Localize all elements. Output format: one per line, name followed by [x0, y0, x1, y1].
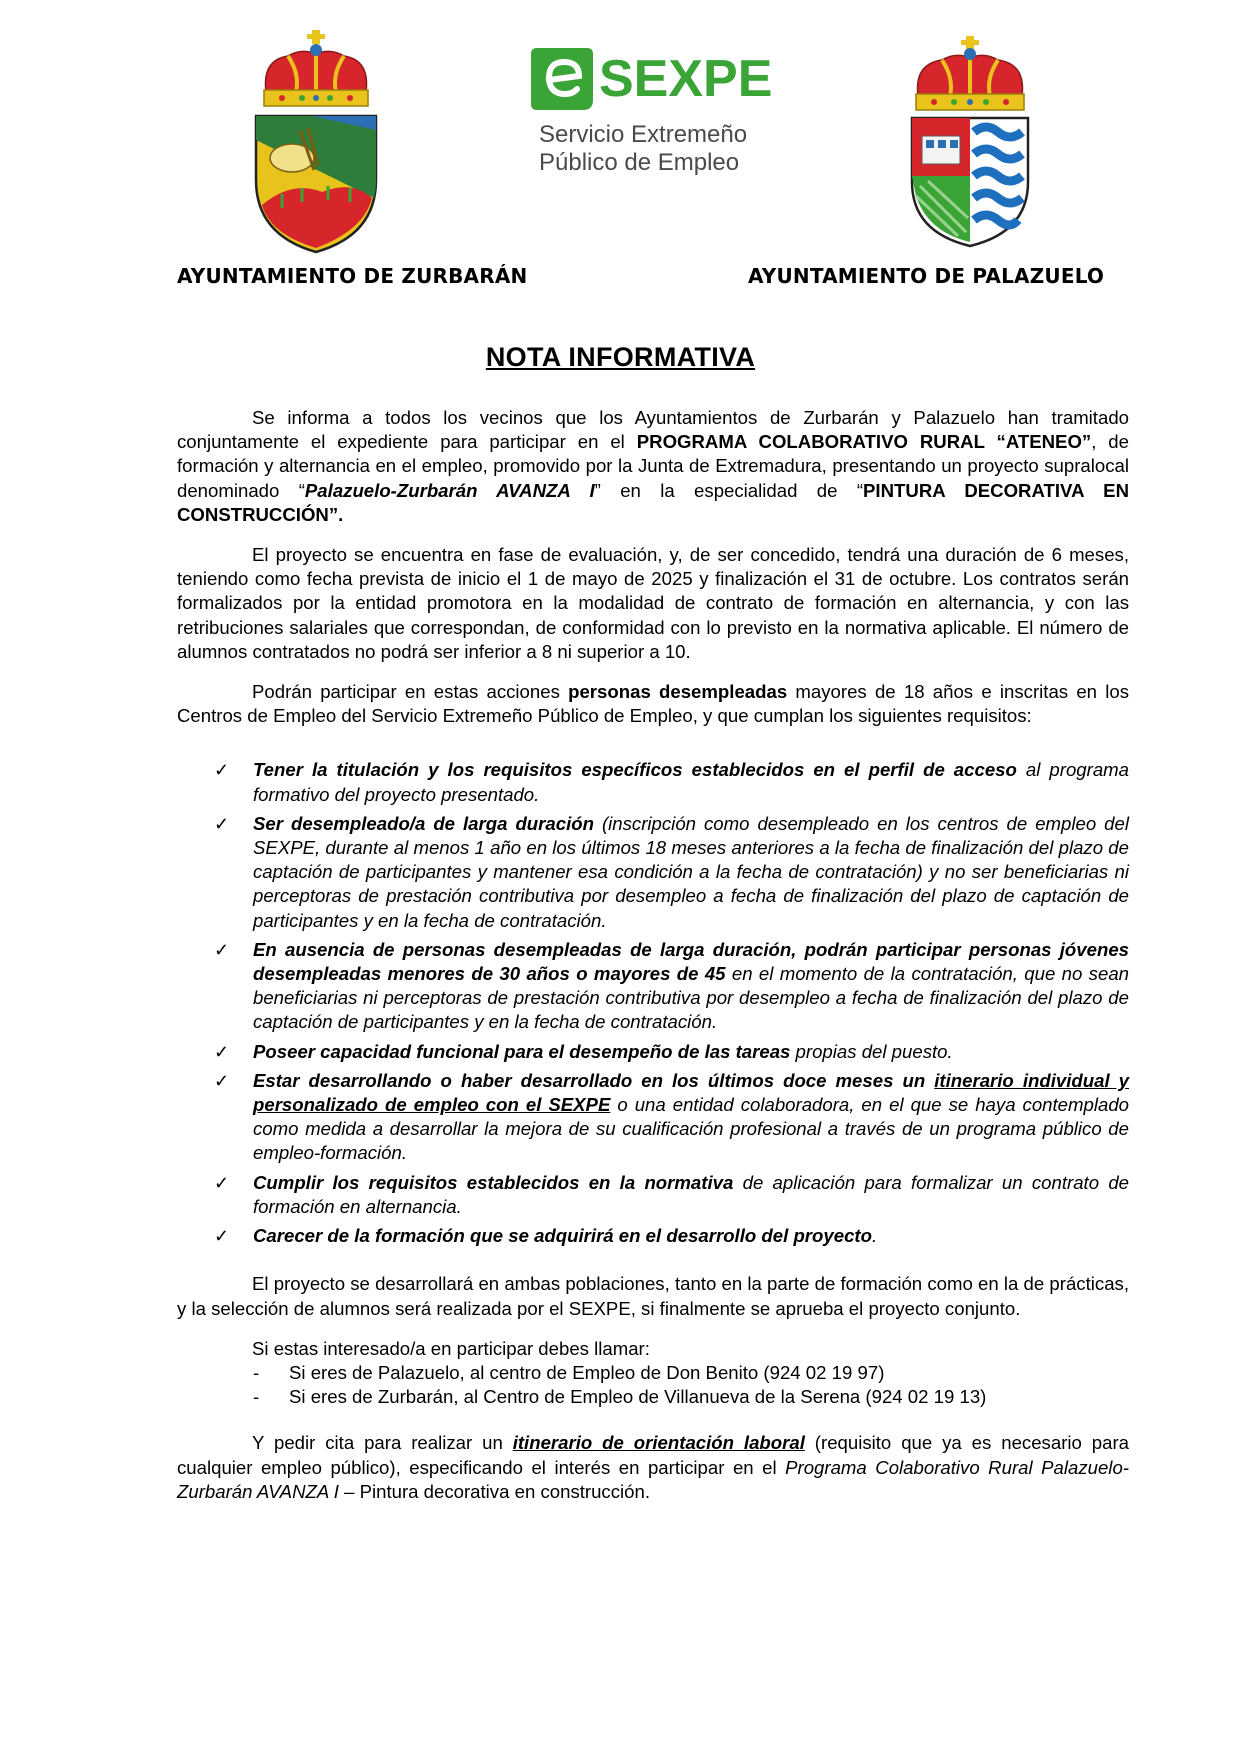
- requirement-rest: en el momento de la contratación, que no sean beneficiarias ni perceptoras de prestación contributiva por desempleo a fecha de finalización del plazo de captación de participantes y en la fecha de contratación.: [253, 963, 1129, 1033]
- requirement-bold: En ausencia de personas desempleadas de larga duración, podrán participar personas jóvenes desempleadas menores de 30 años o mayores de 45: [253, 938, 1129, 985]
- requirements-list: [177, 758, 1129, 1248]
- target-group: personas desempleadas: [568, 681, 788, 703]
- requirement-underlined: itinerario individual y personalizado de empleo con el SEXPE: [253, 1069, 1129, 1116]
- requirement-bold: Poseer capacidad funcional para el desempeño de las tareas: [253, 1040, 791, 1062]
- requirement-rest: (inscripción como desempleado en los centros de empleo del SEXPE, durante al menos 1 año en los últimos 18 meses anteriores a la fecha de finalización del plazo de captación de participantes y mantener esa condición a la fecha de contratación) y no ser beneficiarias ni perceptoras de prestación contributiva por desempleo a fecha de finalización del plazo de captación de participantes y en la fecha de contratación.: [253, 812, 1129, 931]
- paragraph-program: [177, 406, 1129, 527]
- requirement-bold: Cumplir los requisitos establecidos en la normativa: [253, 1171, 734, 1193]
- document-body: [177, 406, 1129, 1504]
- dash-bullet: -: [253, 1386, 260, 1408]
- requirement-rest: de aplicación para formalizar un contrato de formación en alternancia.: [253, 1171, 1129, 1217]
- paragraph-appointment-text-e: – Pintura decorativa en construcción.: [338, 1480, 651, 1502]
- paragraph-development: El proyecto se desarrollará en ambas poblaciones, tanto en la parte de formación como en la de prácticas, y la selección de alumnos será realizada por el SEXPE, si finalmente se aprueba el proyecto conjunto.: [177, 1273, 1129, 1319]
- paragraph-appointment-text-c: (requisito que ya es necesario para cualquier empleo público), especificando el interés en participar en el: [177, 1432, 1129, 1478]
- requirement-item: [177, 1171, 1129, 1219]
- palazuelo-municipality-label: AYUNTAMIENTO DE PALAZUELO: [748, 264, 1105, 288]
- zurbaran-municipality-label: AYUNTAMIENTO DE ZURBARÁN: [177, 264, 528, 288]
- checkmark-icon: ✓: [214, 1226, 230, 1247]
- sexpe-logo-tagline-2: Público de Empleo: [539, 149, 740, 176]
- checkmark-icon: ✓: [214, 760, 230, 781]
- contact-item: [177, 1361, 1129, 1385]
- orientation-itinerary: itinerario de orientación laboral: [512, 1432, 805, 1454]
- paragraph-evaluation: El proyecto se encuentra en fase de evaluación, y, de ser concedido, tendrá una duración de 6 meses, teniendo como fecha prevista de inicio el 1 de mayo de 2025 y finalización el 31 de octubre. Los contratos serán formalizados por la entidad promotora en la modalidad de contrato de formación en alternancia, y con las retribuciones salariales que correspondan, de conformidad con lo previsto en la normativa aplicable. El número de alumnos contratados no podrá ser inferior a 8 ni superior a 10.: [177, 544, 1129, 662]
- sexpe-logo-tagline-1: Servicio Extremeño: [539, 121, 748, 148]
- requirement-rest: o una entidad colaboradora, en el que se haya contemplado como medida a desarrollar la mejora de su cualificación profesional a través de un programa público de empleo-formación.: [253, 1094, 1130, 1164]
- requirement-rest: al programa formativo del proyecto presentado.: [253, 759, 1129, 805]
- checkmark-icon: ✓: [214, 939, 230, 960]
- sexpe-logo-mark: [525, 44, 773, 182]
- requirement-item: [177, 1069, 1129, 1166]
- document-title: NOTA INFORMATIVA: [485, 342, 756, 372]
- specialty-name: PINTURA DECORATIVA EN CONSTRUCCIÓN”.: [177, 479, 1129, 525]
- paragraph-appointment-text-a: Y pedir cita para realizar un: [252, 1432, 513, 1454]
- checkmark-icon: ✓: [214, 1070, 230, 1091]
- requirement-rest: .: [871, 1225, 878, 1247]
- contact-text: Si eres de Zurbarán, al Centro de Empleo de Villanueva de la Serena (924 02 19 13): [289, 1386, 987, 1408]
- contact-text: Si eres de Palazuelo, al centro de Empleo de Don Benito (924 02 19 97): [289, 1361, 885, 1383]
- checkmark-icon: ✓: [214, 813, 230, 834]
- paragraph-participants-text-c: mayores de 18 años e inscritas en los Centros de Empleo del Servicio Extremeño Público de Empleo, y que cumplan los siguientes requisitos:: [177, 681, 1130, 727]
- paragraph-participants-text-a: Podrán participar en estas acciones: [252, 681, 569, 703]
- requirement-item: [177, 938, 1129, 1035]
- project-name: Palazuelo-Zurbarán AVANZA I: [304, 479, 595, 501]
- requirement-bold: Estar desarrollando o haber desarrollado en los últimos doce meses un: [253, 1069, 935, 1091]
- requirement-bold: Ser desempleado/a de larga duración: [253, 812, 594, 834]
- program-name: PROGRAMA COLABORATIVO RURAL “ATENEO”: [636, 431, 1092, 453]
- requirement-item: [177, 758, 1129, 806]
- paragraph-program-text-a: Se informa a todos los vecinos que los Ayuntamientos de Zurbarán y Palazuelo han tramitado conjuntamente el expediente para participar en el: [177, 407, 1129, 453]
- contact-list: [177, 1361, 1129, 1409]
- paragraph-program-text-e: ” en la especialidad de “: [594, 479, 864, 501]
- paragraph-appointment: [177, 1431, 1129, 1504]
- contact-item: [177, 1385, 1129, 1409]
- requirement-bold: Tener la titulación y los requisitos específicos establecidos en el perfil de acceso: [253, 759, 1017, 781]
- sexpe-logo-brand: SEXPE: [599, 50, 773, 108]
- requirement-item: [177, 1224, 1129, 1248]
- requirement-item: [177, 1040, 1129, 1064]
- zurbaran-coat-of-arms: [252, 30, 380, 255]
- requirement-rest: propias del puesto.: [790, 1040, 953, 1062]
- requirement-item: [177, 812, 1129, 933]
- dash-bullet: -: [253, 1361, 260, 1383]
- sexpe-logo: [525, 44, 773, 182]
- call-intro: Si estas interesado/a en participar debes llamar:: [252, 1337, 650, 1359]
- checkmark-icon: ✓: [214, 1172, 230, 1193]
- program-full-name: Programa Colaborativo Rural Palazuelo-Zurbarán AVANZA I: [177, 1456, 1129, 1502]
- palazuelo-coat-of-arms: [908, 36, 1032, 248]
- checkmark-icon: ✓: [214, 1041, 230, 1062]
- requirement-bold: Carecer de la formación que se adquirirá en el desarrollo del proyecto: [253, 1225, 872, 1247]
- paragraph-participants: [177, 680, 1129, 728]
- paragraph-program-text-c: , de formación y alternancia en el empleo, promovido por la Junta de Extremadura, presentando un proyecto supralocal denominado “: [177, 431, 1129, 501]
